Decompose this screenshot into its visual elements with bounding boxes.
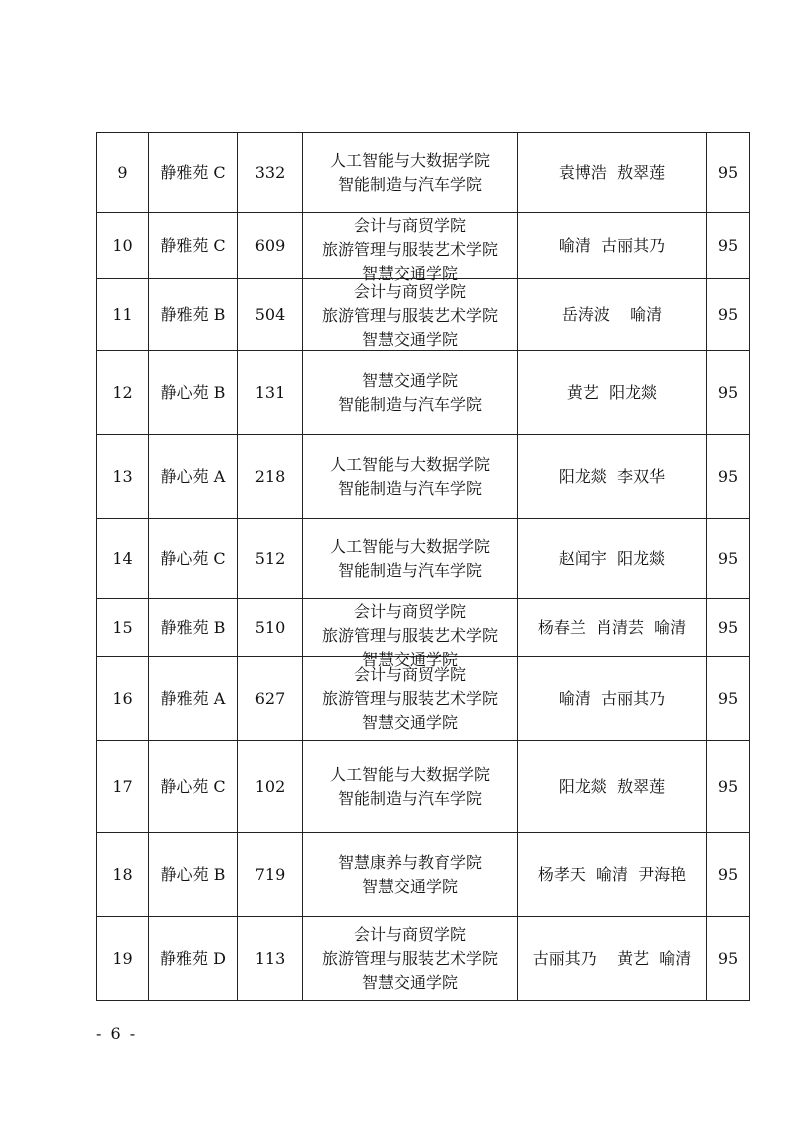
college-name: 智慧交通学院 [361,370,458,390]
college-name: 智慧交通学院 [361,876,458,896]
inspectors: 岳涛波 喻清 [518,279,707,351]
inspectors: 阳龙燚 敖翠莲 [518,741,707,833]
room-number: 504 [238,279,303,351]
college-name: 旅游管理与服装艺术学院 [321,239,498,259]
inspectors: 喻清 古丽其乃 [518,657,707,741]
college-name: 智能制造与汽车学院 [337,174,482,194]
dorm-inspection-table [96,132,750,1001]
table-row [97,741,750,833]
room-number: 609 [238,213,303,279]
building-name: 静心苑 B [149,833,238,917]
college-name: 人工智能与大数据学院 [329,150,490,170]
row-number: 15 [97,599,149,657]
building-name: 静心苑 A [149,435,238,519]
room-number: 113 [238,917,303,1001]
score: 95 [707,213,750,279]
college-name: 智能制造与汽车学院 [337,478,482,498]
score: 95 [707,435,750,519]
college-name: 智慧康养与教育学院 [337,852,482,872]
inspectors: 杨春兰 肖清芸 喻清 [518,599,707,657]
college-name: 人工智能与大数据学院 [329,454,490,474]
college-name: 旅游管理与服装艺术学院 [321,625,498,645]
table-row [97,917,750,1001]
college-name: 人工智能与大数据学院 [329,764,490,784]
row-number: 16 [97,657,149,741]
row-number: 14 [97,519,149,599]
row-number: 10 [97,213,149,279]
college-name: 智慧交通学院 [361,649,458,669]
college-name: 旅游管理与服装艺术学院 [321,688,498,708]
room-number: 627 [238,657,303,741]
table-row [97,833,750,917]
building-name: 静心苑 C [149,741,238,833]
colleges-cell [303,279,518,351]
colleges-cell [303,833,518,917]
college-name: 旅游管理与服装艺术学院 [321,305,498,325]
building-name: 静雅苑 C [149,133,238,213]
room-number: 102 [238,741,303,833]
building-name: 静雅苑 B [149,599,238,657]
inspectors: 杨孝天 喻清 尹海艳 [518,833,707,917]
college-name: 智慧交通学院 [361,972,458,992]
building-name: 静雅苑 B [149,279,238,351]
inspectors: 喻清 古丽其乃 [518,213,707,279]
building-name: 静心苑 B [149,351,238,435]
inspectors: 赵闻宇 阳龙燚 [518,519,707,599]
row-number: 17 [97,741,149,833]
table-row [97,279,750,351]
college-name: 智慧交通学院 [361,263,458,283]
colleges-cell [303,435,518,519]
table-row [97,133,750,213]
row-number: 9 [97,133,149,213]
colleges-cell [303,133,518,213]
building-name: 静雅苑 D [149,917,238,1001]
score: 95 [707,833,750,917]
table-row [97,351,750,435]
colleges-cell [303,657,518,741]
table-row [97,435,750,519]
score: 95 [707,917,750,1001]
colleges-cell [303,917,518,1001]
row-number: 19 [97,917,149,1001]
room-number: 510 [238,599,303,657]
score: 95 [707,351,750,435]
room-number: 131 [238,351,303,435]
inspectors: 古丽其乃 黄艺 喻清 [518,917,707,1001]
room-number: 218 [238,435,303,519]
score: 95 [707,741,750,833]
inspectors: 袁博浩 敖翠莲 [518,133,707,213]
score: 95 [707,133,750,213]
colleges-cell [303,351,518,435]
college-name: 智慧交通学院 [361,329,458,349]
college-name: 会计与商贸学院 [353,664,466,684]
colleges-cell [303,213,518,283]
score: 95 [707,657,750,741]
row-number: 12 [97,351,149,435]
row-number: 11 [97,279,149,351]
table-body [97,133,750,1001]
colleges-cell [303,519,518,599]
score: 95 [707,519,750,599]
college-name: 智能制造与汽车学院 [337,560,482,580]
table-row [97,657,750,741]
college-name: 会计与商贸学院 [353,215,466,235]
room-number: 719 [238,833,303,917]
page-number: - 6 - [96,1024,138,1043]
college-name: 人工智能与大数据学院 [329,536,490,556]
building-name: 静雅苑 C [149,213,238,279]
row-number: 13 [97,435,149,519]
colleges-cell [303,599,518,669]
college-name: 智能制造与汽车学院 [337,788,482,808]
college-name: 会计与商贸学院 [353,924,466,944]
table-row [97,519,750,599]
table-row [97,599,750,657]
college-name: 会计与商贸学院 [353,601,466,621]
inspectors: 阳龙燚 李双华 [518,435,707,519]
college-name: 智慧交通学院 [361,712,458,732]
inspectors: 黄艺 阳龙燚 [518,351,707,435]
college-name: 旅游管理与服装艺术学院 [321,948,498,968]
building-name: 静心苑 C [149,519,238,599]
room-number: 512 [238,519,303,599]
table-row [97,213,750,279]
college-name: 会计与商贸学院 [353,281,466,301]
colleges-cell [303,741,518,833]
building-name: 静雅苑 A [149,657,238,741]
row-number: 18 [97,833,149,917]
room-number: 332 [238,133,303,213]
score: 95 [707,599,750,657]
score: 95 [707,279,750,351]
college-name: 智能制造与汽车学院 [337,394,482,414]
